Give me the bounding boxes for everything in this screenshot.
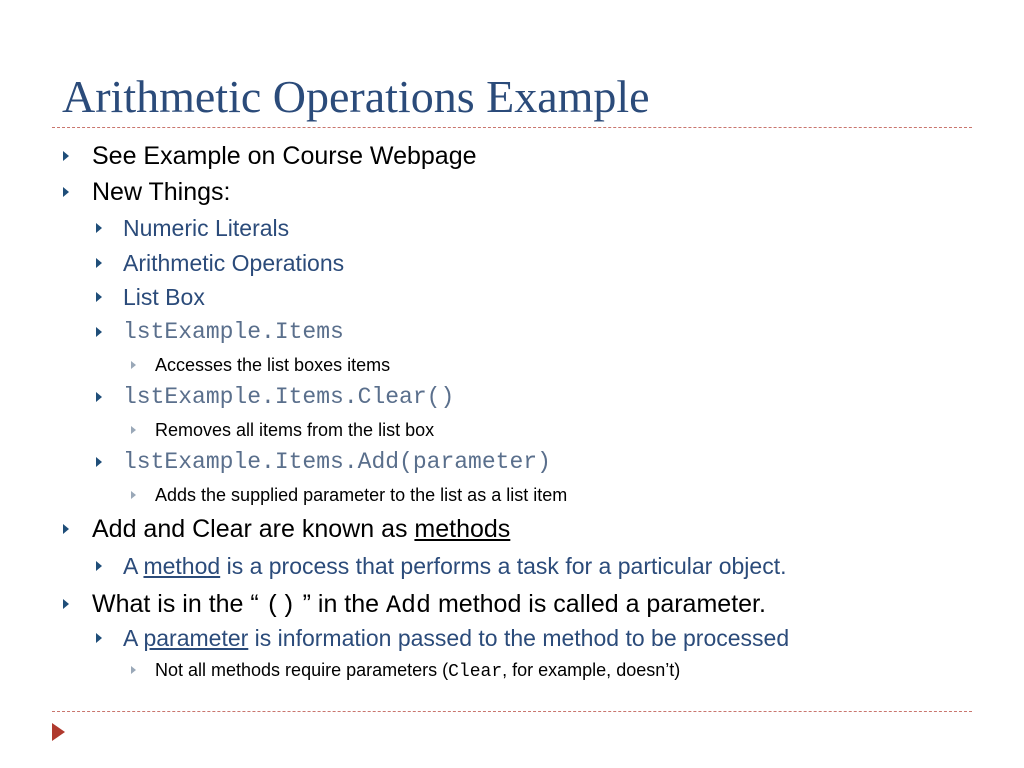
bullet-clear-code: lstExample.Items.Clear()	[123, 384, 455, 410]
bullet-arrow-icon	[63, 151, 69, 161]
code-clear: Clear	[448, 662, 503, 682]
bullet-numeric-literals: Numeric Literals	[123, 215, 290, 241]
bullet-arrow-icon	[96, 327, 102, 337]
bullet-list-box: List Box	[123, 284, 205, 310]
bullet-arrow-icon	[63, 187, 69, 197]
method-def-post: is a process that performs a task for a particular object.	[220, 553, 787, 579]
param-q-pre: What is in the “	[92, 590, 266, 618]
bullet-arithmetic-operations: Arithmetic Operations	[123, 250, 345, 276]
param-q-post: method is called a parameter.	[431, 590, 766, 618]
bullet-methods-pre: Add and Clear are known as	[92, 515, 415, 543]
bullet-arrow-icon	[96, 258, 102, 268]
bullet-not-all-methods	[155, 659, 680, 683]
bullet-items-code: lstExample.Items	[123, 319, 344, 345]
param-q-mid: ” in the	[295, 590, 387, 618]
bullet-add-desc: Adds the supplied parameter to the list as a list item	[155, 485, 568, 505]
term-parameter: parameter	[143, 625, 249, 651]
bullet-arrow-icon	[96, 561, 102, 571]
bullet-arrow-icon	[96, 457, 102, 467]
code-add: Add	[386, 591, 432, 620]
bullet-arrow-icon	[96, 633, 102, 643]
bullet-arrow-icon	[131, 426, 136, 434]
bullet-add-code: lstExample.Items.Add(parameter)	[123, 449, 551, 475]
bullet-new-things: New Things:	[92, 178, 231, 206]
bullet-parameter-definition	[123, 624, 789, 652]
corner-triangle-icon	[52, 723, 65, 741]
slide-title: Arithmetic Operations Example	[62, 71, 650, 122]
bullet-items-desc: Accesses the list boxes items	[155, 355, 391, 375]
bullet-arrow-icon	[96, 292, 102, 302]
term-methods: methods	[414, 515, 511, 543]
footer-divider	[52, 711, 972, 712]
bullet-arrow-icon	[131, 361, 136, 369]
not-all-post: , for example, doesn’t)	[502, 660, 681, 680]
bullet-clear-desc: Removes all items from the list box	[155, 420, 435, 440]
bullet-arrow-icon	[96, 392, 102, 402]
method-def-pre: A	[123, 553, 144, 579]
bullet-arrow-icon	[96, 223, 102, 233]
term-method: method	[143, 553, 221, 579]
param-def-post: is information passed to the method to be processed	[248, 625, 790, 651]
not-all-pre: Not all methods require parameters (	[155, 660, 449, 680]
bullet-known-as-methods	[92, 514, 510, 544]
code-parens: ()	[265, 591, 296, 620]
bullet-arrow-icon	[63, 524, 69, 534]
bullet-method-definition	[123, 552, 786, 580]
bullet-parameter-question	[92, 589, 766, 621]
bullet-arrow-icon	[131, 666, 136, 674]
param-def-pre: A	[123, 625, 144, 651]
bullet-arrow-icon	[63, 599, 69, 609]
bullet-arrow-icon	[131, 491, 136, 499]
bullet-see-example: See Example on Course Webpage	[92, 142, 477, 170]
